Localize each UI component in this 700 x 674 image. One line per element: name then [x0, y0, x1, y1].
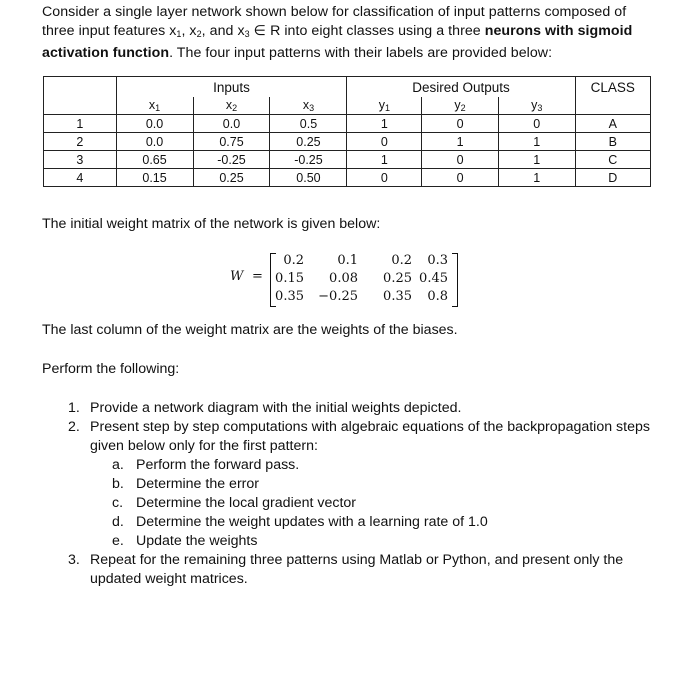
- subtask-b: Determine the error: [136, 476, 260, 492]
- task-2: Present step by step computations with algebraic equations of the backpropagation steps given below only for the first pattern:: [90, 419, 650, 454]
- col-x3: $x_3$: [270, 97, 347, 115]
- header-blank: [44, 77, 117, 98]
- table-row: 1 0.0 0.0 0.5 1 0 0 A: [44, 115, 651, 133]
- patterns-table: [43, 76, 651, 187]
- matrix-row: 0.15 0.08 0.25 0.45: [275, 271, 448, 286]
- subtask-c: Determine the local gradient vector: [136, 495, 357, 511]
- bias-note: The last column of the weight matrix are the weights of the biases.: [42, 322, 458, 338]
- table-row: 3 0.65 -0.25 -0.25 1 0 1 C: [44, 151, 651, 169]
- weights-intro: The initial weight matrix of the network is given below:: [42, 216, 381, 232]
- perform-heading: Perform the following:: [42, 361, 180, 377]
- col-x2: $x_2$: [193, 97, 270, 115]
- subtask-a: Perform the forward pass.: [136, 457, 300, 473]
- table-row: 2 0.0 0.75 0.25 0 1 1 B: [44, 133, 651, 151]
- col-y2: $y_2$: [422, 97, 499, 115]
- table-row: 4 0.15 0.25 0.50 0 0 1 D: [44, 169, 651, 187]
- right-bracket: [452, 253, 458, 307]
- header-inputs: Inputs: [116, 77, 347, 98]
- bold-phrase: neurons with sigmoid activation function: [42, 23, 633, 61]
- task-list: 1. Provide a network diagram with the initial weights depicted. 2. Present step by step computations with algebraic equations of the backpropagation steps given below only for the first pattern: a. Perform the forward pass. b. Determine the error c. Determine the local gradient vector d. Determine the weight updates with a learning rate of 1.0 e. Update the weights 3. Repeat for the remaining three patterns using Matlab or Python, and present only the updated weight matrices.: [68, 399, 658, 594]
- subtask-d: Determine the weight updates with a learning rate of 1.0: [136, 514, 488, 530]
- intro-paragraph: Consider a single layer network shown below for classification of input patterns composed of three input features $x_1$, $x_2$, and $x_3$ ∈ R into eight classes using a three neurons with sigmoid activation function. The four input patterns with their labels are provided below:: [42, 4, 633, 61]
- matrix-row: 0.35 −0.25 0.35 0.8: [275, 289, 448, 304]
- task-1: Provide a network diagram with the initial weights depicted.: [90, 400, 462, 416]
- matrix-row: 0.2 0.1 0.2 0.3: [283, 253, 448, 268]
- col-x1: $x_1$: [116, 97, 193, 115]
- header-outputs: Desired Outputs: [347, 77, 575, 98]
- header-class: CLASS: [575, 77, 650, 98]
- subtask-e: Update the weights: [136, 533, 258, 549]
- matrix-label: W: [230, 269, 244, 284]
- task-3: Repeat for the remaining three patterns using Matlab or Python, and present only the updated weight matrices.: [90, 552, 624, 587]
- col-y1: $y_1$: [347, 97, 422, 115]
- col-y3: $y_3$: [498, 97, 575, 115]
